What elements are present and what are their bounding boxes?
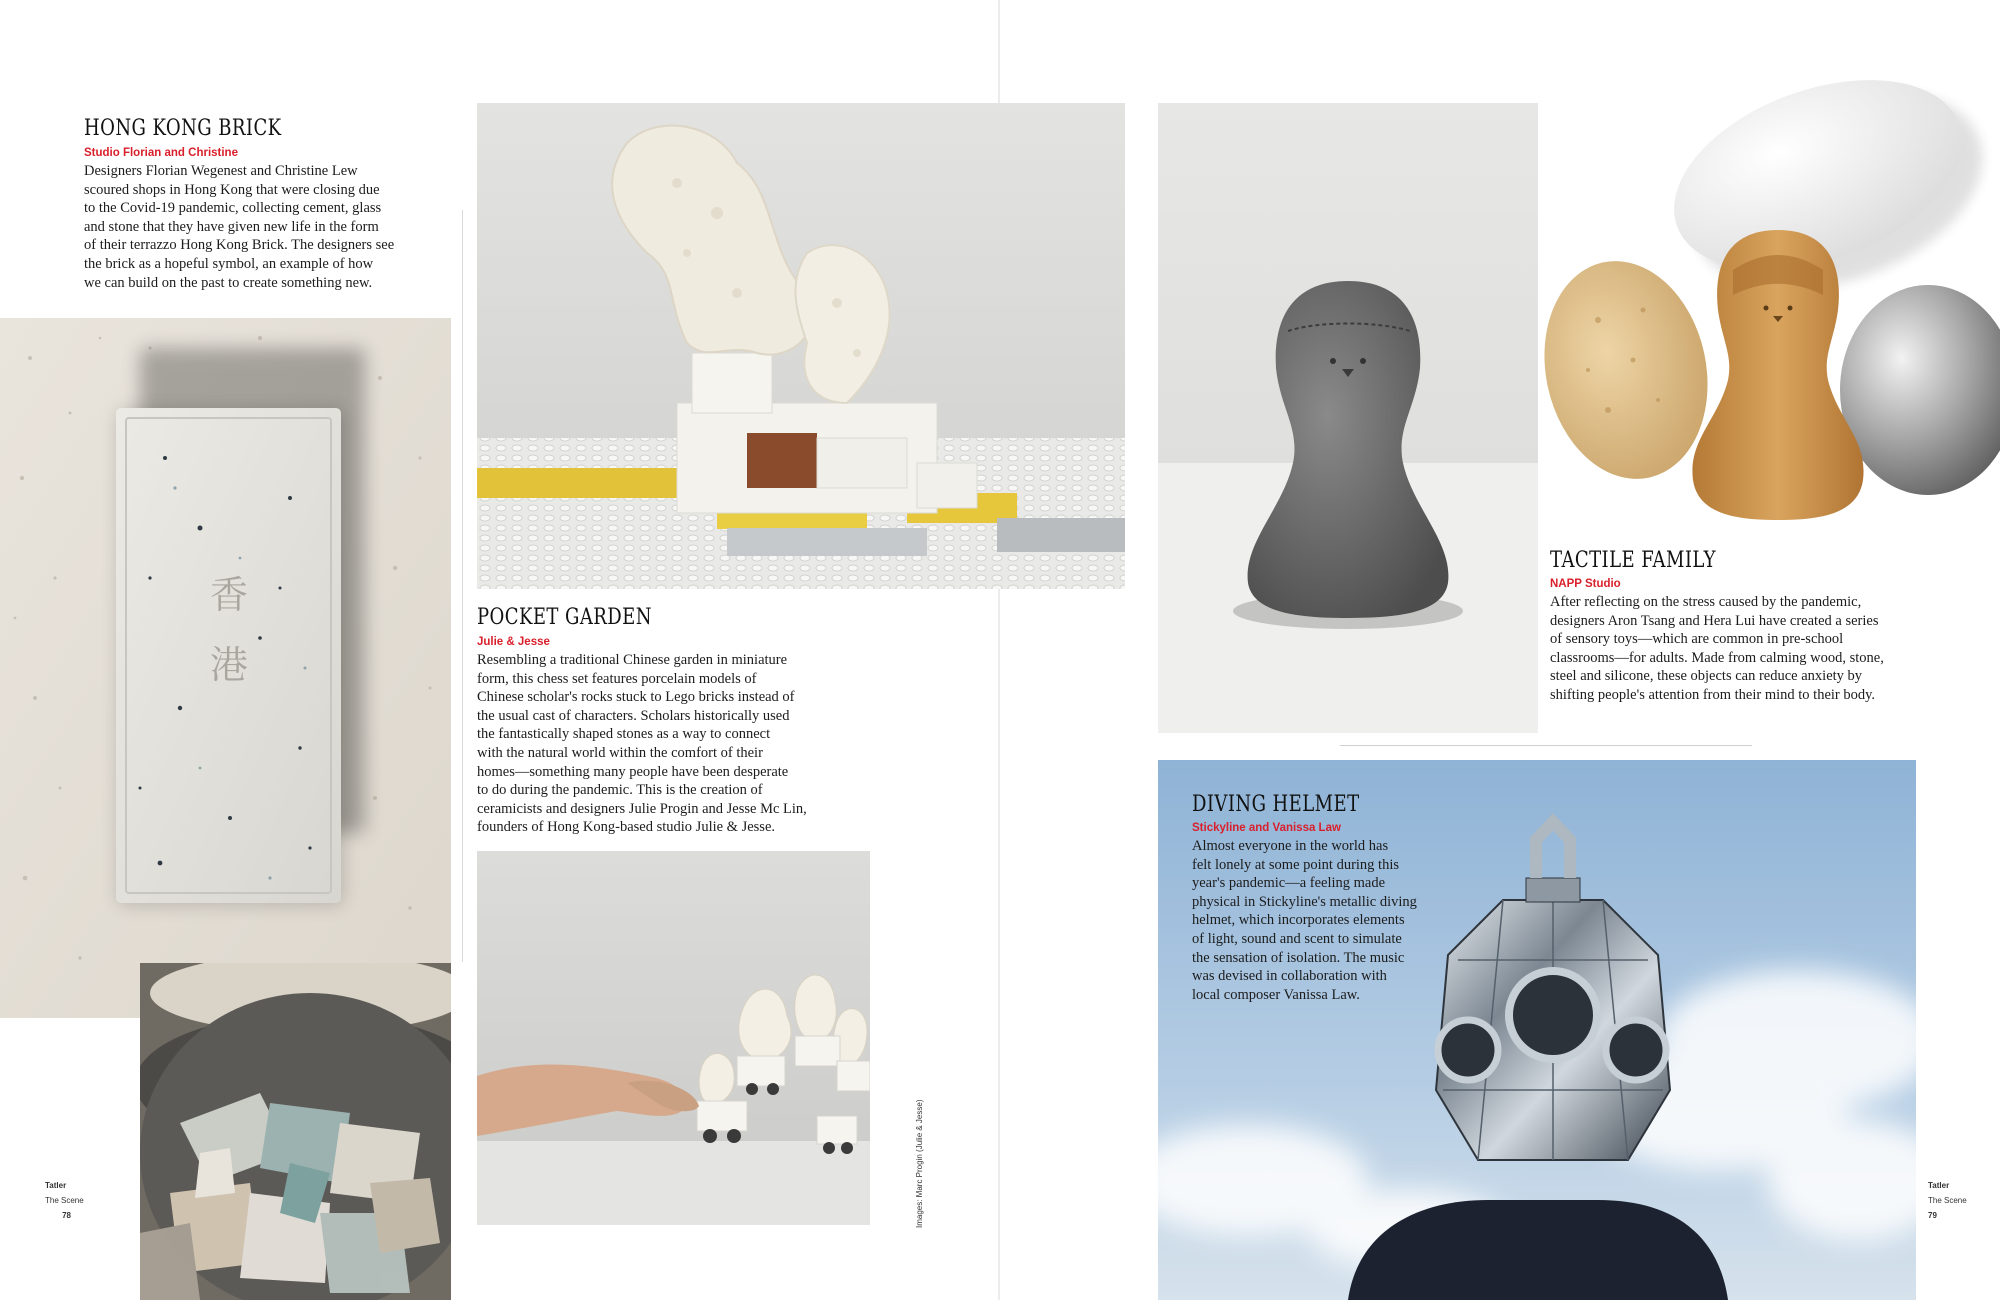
pocket-garden-body: Resembling a traditional Chinese garden in miniature form, this chess set features porcelain models of Chinese scholar's rocks stuck to Lego bricks instead of the usual cast of characters. Scholars historically used the fantastically shaped stones as a way to connect with the natural world within the comfort of their homes—something many people have been desperate to do during the pandemic. This is the creation of ceramicists and designers Julie Progin and Jesse Mc Lin, founders of Hong Kong-based studio Julie & Jesse.: [477, 652, 807, 836]
brick-inscription-bottom: 港: [210, 643, 249, 687]
tactile-family-body: After reflecting on the stress caused by the pandemic, designers Aron Tsang and Hera Lui have created a series of sensory toys—which are common in pre-school classrooms—for adults. Made from calming wood, stone, steel and silicone, these objects can reduce anxiety by shifting people's attention from their mind to their body.: [1550, 594, 1884, 703]
folio-page-number: 78: [62, 1211, 71, 1220]
hong-kong-brick-body: Designers Florian Wegenest and Christine Lew scoured shops in Hong Kong that were closing due to the Covid-19 pandemic, collecting cement, glass and stone that they have given new life in the form of their terrazzo Hong Kong Brick. The designers see the brick as a hopeful symbol, an example of how we can build on the past to create something new.: [84, 163, 395, 291]
brick-inscription-top: 香: [210, 573, 249, 617]
folio-brand: Tatler: [45, 1181, 67, 1190]
folio-page-number: 79: [1928, 1211, 1937, 1220]
pocket-garden-photo: [477, 103, 1125, 589]
column-rule: [462, 210, 463, 962]
chess-hand-photo: [477, 851, 870, 1225]
terrazzo-brick-photo: [0, 318, 451, 1018]
right-folio: [1928, 1178, 1967, 1223]
folio-brand: Tatler: [1928, 1181, 1950, 1190]
grey-toy-photo: [1158, 103, 1538, 733]
photo-credit: Images: Marc Progin (Julie & Jesse): [915, 1099, 924, 1228]
diving-helmet-title: DIVING HELMET: [1192, 792, 1360, 817]
tactile-family-credit: NAPP Studio: [1550, 578, 1621, 590]
rubble-basket-photo: [140, 963, 451, 1300]
left-folio: [45, 1178, 84, 1223]
hong-kong-brick-title: HONG KONG BRICK: [84, 116, 282, 141]
diving-helmet-credit: Stickyline and Vanissa Law: [1192, 822, 1341, 834]
hong-kong-brick-credit: Studio Florian and Christine: [84, 147, 238, 159]
folio-section: The Scene: [1928, 1196, 1967, 1205]
folio-section: The Scene: [45, 1196, 84, 1205]
tactile-toys-photo: [1538, 60, 2000, 520]
pocket-garden-title: POCKET GARDEN: [477, 605, 652, 630]
pocket-garden-credit: Julie & Jesse: [477, 636, 550, 648]
section-divider: [1340, 745, 1752, 746]
tactile-family-title: TACTILE FAMILY: [1550, 548, 1716, 573]
diving-helmet-body: Almost everyone in the world has felt lonely at some point during this year's pandemic—a feeling made physical in Stickyline's metallic diving helmet, which incorporates elements of light, sound and scent to simulate the sensation of isolation. The music was devised in collaboration with local composer Vanissa Law.: [1192, 838, 1417, 1003]
